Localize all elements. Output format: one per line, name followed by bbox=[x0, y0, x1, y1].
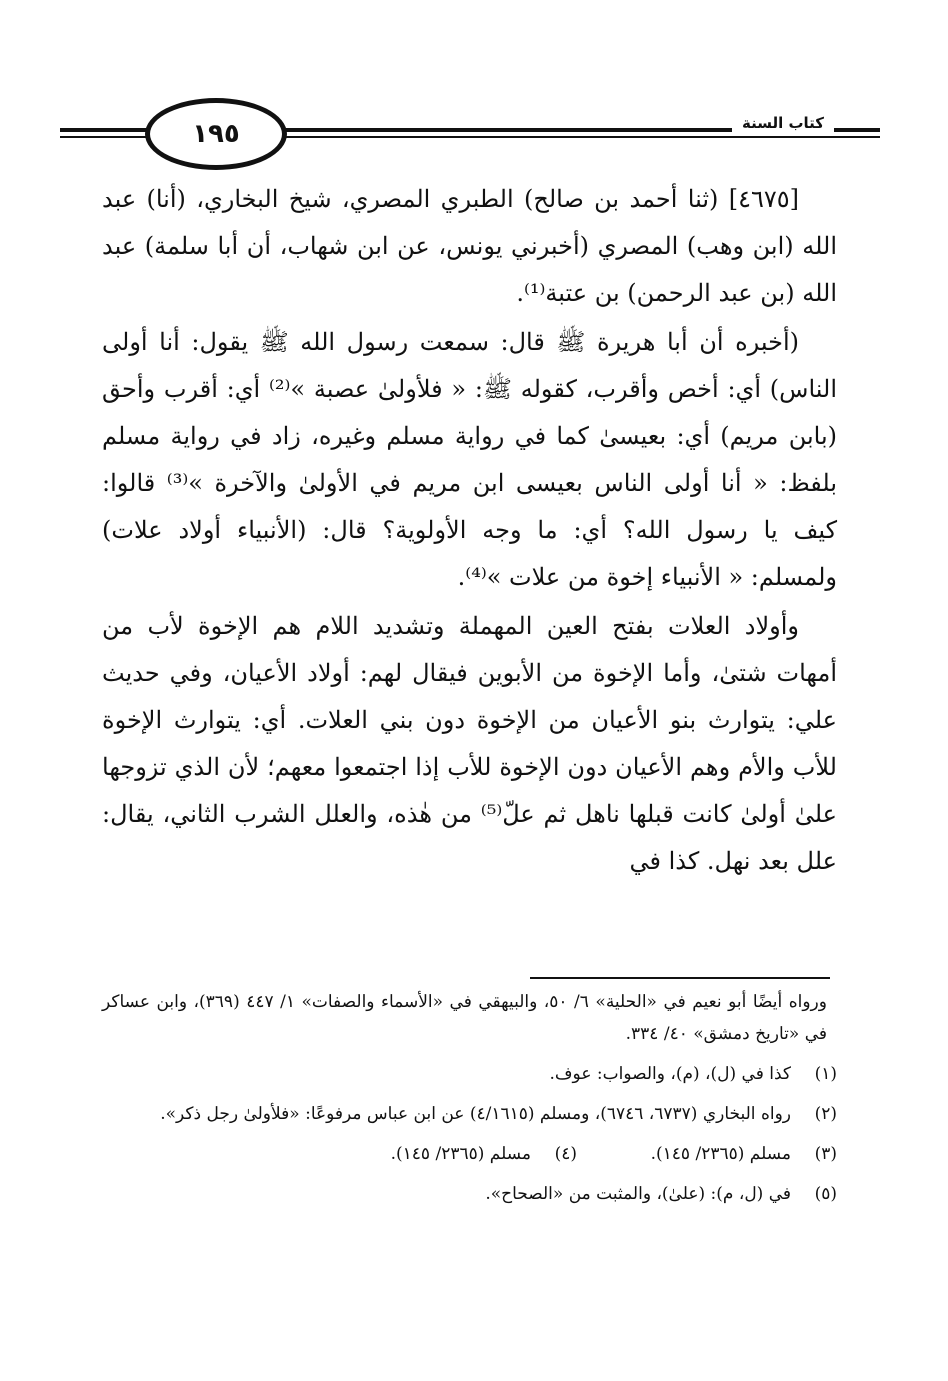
footnote-number: (٣) bbox=[814, 1144, 837, 1164]
footnote-separator bbox=[530, 977, 830, 979]
footnote bbox=[607, 1138, 837, 1170]
footnote-text: رواه البخاري (٦٧٣٧، ٦٧٤٦)، ومسلم (٤/١٦١٥) عن ابن عباس مرفوعًا: «فلأولىٰ رجل ذكر». bbox=[160, 1104, 791, 1124]
footnote-text: في (ل، م): (علىٰ)، والمثبت من «الصحاح». bbox=[485, 1184, 791, 1204]
paragraph: [٤٦٧٥] (ثنا أحمد بن صالح) الطبري المصري، شيخ البخاري، (أنا) عبد الله (ابن وهب) المصري (أخبرني يونس، عن ابن شهاب، أن أبا سلمة) عبد الله (بن عبد الرحمن) بن عتبة⁽¹⁾. bbox=[102, 185, 837, 307]
footnote-number: (٢) bbox=[814, 1104, 837, 1124]
footnote-number: (١) bbox=[814, 1064, 837, 1084]
footnote-continuation: ورواه أيضًا أبو نعيم في «الحلية» ٦/ ٥٠، والبيهقي في «الأسماء والصفات» ١/ ٤٤٧ (٣٦٩)، وابن عساكر في «تاريخ دمشق» ٤٠/ ٣٣٤. bbox=[102, 992, 827, 1044]
footnote bbox=[102, 1098, 837, 1130]
paragraph: وأولاد العلات بفتح العين المهملة وتشديد اللام هم الإخوة لأب من أمهات شتىٰ، وأما الإخوة من الأبوين فيقال لهم: أولاد الأعيان، وفي حديث علي: يتوارث بنو الأعيان من الإخوة دون بني العلات. أي: يتوارث الإخوة للأب والأم وهم الأعيان دون الإخوة للأب إذا اجتمعوا معهم؛ لأن الذي تزوجها علىٰ أولىٰ كانت قبلها ناهل ثم علّ⁽⁵⁾ من هٰذه، والعلل الشرب الثاني، يقال: علل بعد نهل. كذا في bbox=[102, 612, 838, 875]
footnote bbox=[102, 1178, 837, 1210]
paragraph: (أخبره أن أبا هريرة ﷺ قال: سمعت رسول الله ﷺ يقول: أنا أولى الناس) أي: أخص وأقرب، كقوله ﷺ: « فلأولىٰ عصبة »⁽²⁾ أي: أقرب وأحق (بابن مريم) أي: بعيسىٰ كما في رواية مسلم وغيره، زاد في رواية مسلم بلفظ: « أنا أولى الناس بعيسى ابن مريم في الأولىٰ والآخرة »⁽³⁾ قالوا: كيف يا رسول الله؟ أي: ما وجه الأولوية؟ قال: (الأنبياء أولاد علات) ولمسلم: « الأنبياء إخوة من علات »⁽⁴⁾. bbox=[102, 328, 837, 591]
main-text bbox=[102, 176, 837, 885]
footnote-number: (٤) bbox=[554, 1144, 577, 1164]
title-ornament bbox=[840, 128, 880, 132]
footnote bbox=[102, 1058, 837, 1090]
running-title: كتاب السنة bbox=[732, 114, 834, 132]
footnote-row bbox=[102, 1138, 837, 1170]
footnote-number: (٥) bbox=[814, 1184, 837, 1204]
footnotes bbox=[102, 986, 837, 1218]
footnote-text: مسلم (٢٣٦٥/ ١٤٥). bbox=[650, 1144, 791, 1164]
footnote bbox=[347, 1138, 577, 1170]
footnote-text: كذا في (ل)، (م)، والصواب: عوف. bbox=[549, 1064, 791, 1084]
page-header bbox=[60, 94, 880, 168]
page-number: ١٩٥ bbox=[145, 98, 287, 170]
footnote-text: مسلم (٢٣٦٥/ ١٤٥). bbox=[390, 1144, 531, 1164]
